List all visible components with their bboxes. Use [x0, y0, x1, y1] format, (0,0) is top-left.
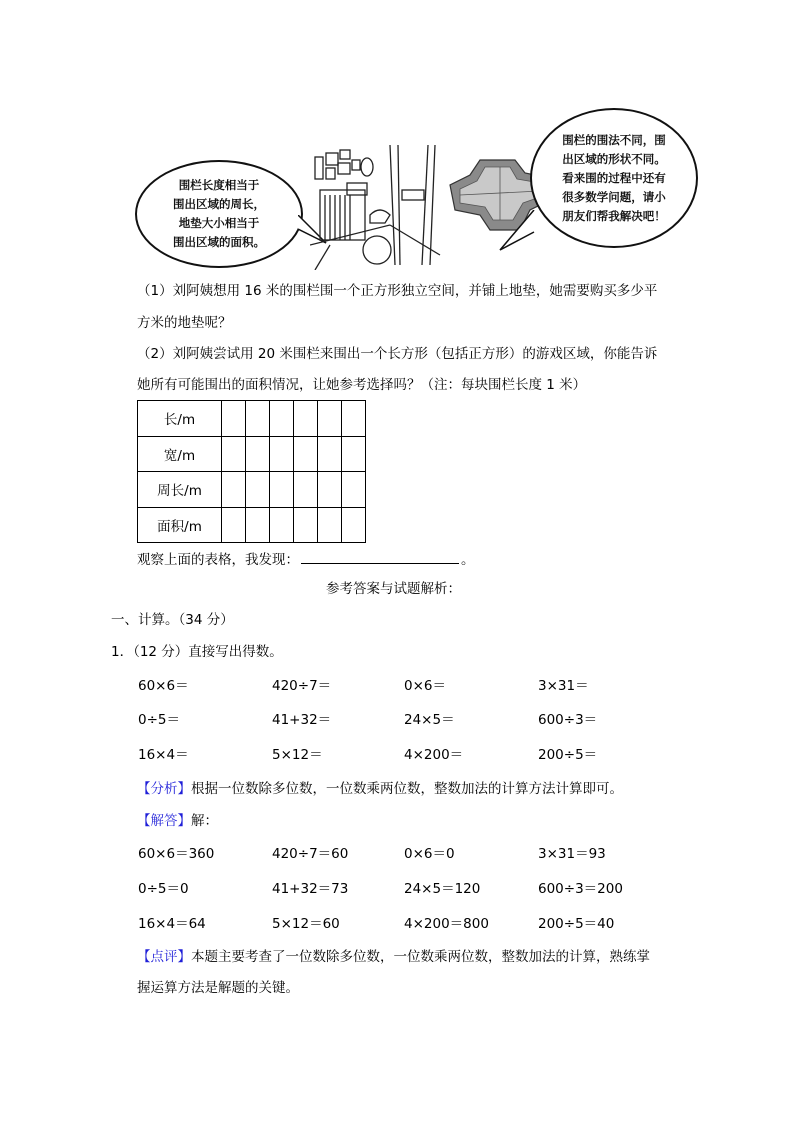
expr: 24×5＝ — [404, 712, 455, 728]
table-cell — [222, 507, 246, 543]
expr: 4×200＝ — [404, 747, 464, 763]
bubble-line: 看来围的过程中还有 — [562, 170, 666, 185]
table-cell — [246, 472, 270, 508]
expr: 0×6＝ — [404, 678, 446, 694]
analysis-text: 根据一位数除多位数，一位数乘两位数，整数加法的计算方法计算即可。 — [191, 781, 623, 797]
question-2-line-2: 她所有可能围出的面积情况，让她参考选择吗？（注：每块围栏长度 1 米） — [137, 377, 587, 393]
solution-text: 解： — [191, 813, 218, 829]
expr: 200÷5＝ — [538, 747, 598, 763]
table-cell — [342, 436, 366, 472]
table-cell — [294, 472, 318, 508]
answer-expr: 0÷5＝0 — [138, 881, 189, 897]
speech-bubble-right — [530, 108, 698, 248]
answer-expr: 60×6＝360 — [138, 846, 215, 862]
comment-text: 本题主要考查了一位数除多位数，一位数乘两位数，整数加法的计算，熟练掌 — [191, 949, 650, 965]
table-cell — [270, 472, 294, 508]
table-cell — [270, 436, 294, 472]
table-cell — [270, 507, 294, 543]
answer-blank — [301, 550, 459, 564]
table-cell — [342, 472, 366, 508]
answer-expr: 5×12＝60 — [272, 916, 340, 932]
table-cell — [342, 507, 366, 543]
table-cell — [246, 401, 270, 437]
cartoon-illustration — [130, 105, 700, 275]
bubble-line: 地垫大小相当于 — [178, 216, 260, 230]
table-row — [138, 507, 366, 543]
table-cell — [246, 507, 270, 543]
question-1-line-2: 方米的地垫呢？ — [137, 315, 232, 331]
row-label-length: 长/m — [138, 401, 222, 437]
answer-expr: 16×4＝64 — [138, 916, 206, 932]
row-label-width: 宽/m — [138, 436, 222, 472]
solution-tag: 【解答】 — [137, 813, 191, 829]
answer-expr: 0×6＝0 — [404, 846, 455, 862]
comment-line-2: 握运算方法是解题的关键。 — [137, 980, 299, 996]
question-1-line-1: （1）刘阿姨想用 16 米的围栏围一个正方形独立空间，并铺上地垫，她需要购买多少平 — [137, 283, 658, 299]
bubble-line: 围栏的围法不同，围 — [562, 132, 666, 147]
answer-expr: 4×200＝800 — [404, 916, 489, 932]
table-cell — [294, 401, 318, 437]
room-scene-icon — [310, 145, 450, 270]
expr: 0÷5＝ — [138, 712, 180, 728]
answer-section-title: 参考答案与试题解析： — [326, 581, 461, 597]
expr: 41+32＝ — [272, 712, 332, 728]
answer-expr: 420÷7＝60 — [272, 846, 349, 862]
table-cell — [222, 401, 246, 437]
answer-expr: 41+32＝73 — [272, 881, 349, 897]
expr: 5×12＝ — [272, 747, 323, 763]
row-label-area: 面积/m — [138, 507, 222, 543]
section-heading: 一、计算。（34 分） — [111, 612, 234, 628]
row-label-perimeter: 周长/m — [138, 472, 222, 508]
table-cell — [294, 436, 318, 472]
table-cell — [342, 401, 366, 437]
table-cell — [318, 436, 342, 472]
table-cell — [318, 472, 342, 508]
solution-line — [137, 813, 218, 829]
observation-line — [137, 550, 475, 568]
answer-expr: 3×31＝93 — [538, 846, 606, 862]
answer-expr: 600÷3＝200 — [538, 881, 623, 897]
question-2-line-1: （2）刘阿姨尝试用 20 米围栏来围出一个长方形（包括正方形）的游戏区域，你能告诉 — [137, 346, 658, 362]
analysis-tag: 【分析】 — [137, 781, 191, 797]
speech-bubble-left — [135, 160, 303, 268]
bubble-line: 围栏长度相当于 — [178, 178, 260, 192]
table-cell — [222, 436, 246, 472]
analysis-line — [137, 781, 623, 797]
table-cell — [270, 401, 294, 437]
expr: 60×6＝ — [138, 678, 189, 694]
expr: 420÷7＝ — [272, 678, 332, 694]
table-row — [138, 436, 366, 472]
expr: 600÷3＝ — [538, 712, 598, 728]
bubble-line: 围出区域的面积。 — [173, 235, 265, 249]
table-cell — [318, 507, 342, 543]
bubble-line: 朋友们帮我解决吧！ — [562, 208, 666, 223]
observation-suffix: 。 — [461, 552, 475, 568]
bubble-line: 很多数学问题，请小 — [562, 189, 666, 204]
table-row — [138, 401, 366, 437]
answer-expr: 24×5＝120 — [404, 881, 481, 897]
table-cell — [222, 472, 246, 508]
expr: 3×31＝ — [538, 678, 589, 694]
observation-prefix: 观察上面的表格，我发现： — [137, 552, 299, 568]
bubble-line: 围出区域的周长， — [173, 197, 265, 211]
table-cell — [246, 436, 270, 472]
expr: 16×4＝ — [138, 747, 189, 763]
table-cell — [294, 507, 318, 543]
table-cell — [318, 401, 342, 437]
problem-heading: 1．（12 分）直接写出得数。 — [111, 644, 283, 660]
table-row — [138, 472, 366, 508]
comment-tag: 【点评】 — [137, 949, 191, 965]
rectangle-table — [137, 400, 366, 543]
bubble-tail-right-icon — [492, 210, 537, 255]
answer-expr: 200÷5＝40 — [538, 916, 615, 932]
comment-line-1 — [137, 949, 650, 965]
bubble-line: 出区域的形状不同。 — [562, 151, 666, 166]
